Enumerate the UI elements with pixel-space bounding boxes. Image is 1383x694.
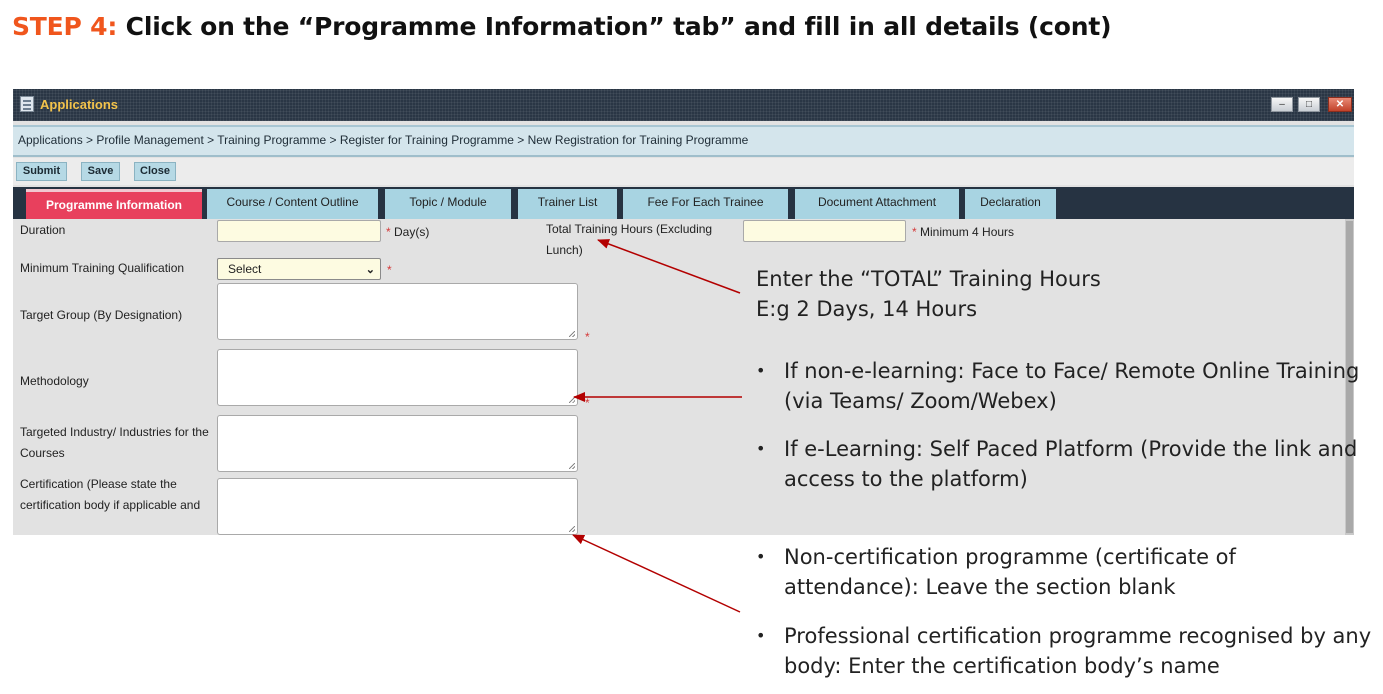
submit-button[interactable]: Submit: [16, 162, 67, 181]
target-group-textarea[interactable]: [217, 283, 578, 340]
certification-bullet: • Non-certification programme (certificate of attendance): Leave the section blank: [756, 545, 1236, 599]
maximize-button[interactable]: □: [1298, 97, 1320, 112]
methodology-bullet: • If e-Learning: Self Paced Platform (Provide the link and access to the platform): [756, 437, 1358, 491]
tab-fee-for-each-trainee[interactable]: Fee For Each Trainee: [623, 189, 788, 219]
methodology-bullet: • If non-e-learning: Face to Face/ Remote Online Training (via Teams/ Zoom/Webex): [756, 359, 1360, 413]
close-button[interactable]: Close: [134, 162, 176, 181]
min-qualification-label: Minimum Training Qualification: [20, 261, 185, 275]
hours-annotation-line2: E:g 2 Days, 14 Hours: [756, 297, 978, 321]
tab-programme-information[interactable]: Programme Information: [26, 189, 202, 219]
required-marker: *: [387, 263, 392, 277]
duration-input[interactable]: [217, 220, 381, 242]
methodology-textarea[interactable]: [217, 349, 578, 406]
tab-trainer-list[interactable]: Trainer List: [518, 189, 617, 219]
min-qualification-select[interactable]: Select ⌄: [217, 258, 381, 280]
industries-label: Targeted Industry/ Industries for the Courses: [20, 425, 209, 460]
toolbar: [13, 158, 1354, 185]
tab-document-attachment[interactable]: Document Attachment: [795, 189, 959, 219]
certification-label: Certification (Please state the certification body if applicable and: [20, 477, 201, 512]
window-titlebar: [13, 89, 1354, 121]
total-hours-label: Total Training Hours (Excluding Lunch): [546, 222, 713, 257]
certification-arrow: [573, 535, 740, 612]
tab-course-content-outline[interactable]: Course / Content Outline: [207, 189, 378, 219]
total-hours-input[interactable]: [743, 220, 906, 242]
industries-textarea[interactable]: [217, 415, 578, 472]
certification-bullet: • Professional certification programme recognised by any body: Enter the certification body’s name: [756, 624, 1372, 678]
required-marker: *: [585, 330, 590, 344]
required-marker: *: [585, 396, 590, 410]
step-instruction: Click on the “Programme Information” tab” and fill in all details (cont): [125, 12, 1112, 41]
tab-topic-module[interactable]: Topic / Module: [385, 189, 511, 219]
methodology-label: Methodology: [20, 374, 89, 388]
hours-annotation-line1: Enter the “TOTAL” Training Hours: [756, 267, 1101, 291]
duration-unit: * Day(s): [386, 225, 430, 239]
tab-bar: [13, 187, 1354, 219]
certification-textarea[interactable]: [217, 478, 578, 535]
chevron-down-icon: ⌄: [365, 264, 375, 276]
close-window-button[interactable]: ✕: [1328, 97, 1352, 112]
duration-label: Duration: [20, 223, 66, 237]
save-button[interactable]: Save: [81, 162, 120, 181]
minimize-button[interactable]: –: [1271, 97, 1293, 112]
tab-declaration[interactable]: Declaration: [965, 189, 1056, 219]
target-group-label: Target Group (By Designation): [20, 308, 183, 322]
window-title: Applications: [40, 97, 119, 112]
step-label: STEP 4:: [12, 12, 118, 41]
slide-title: [12, 12, 1111, 41]
breadcrumb: Applications > Profile Management > Training Programme > Register for Training Programme > New Registration for Training Programme: [13, 125, 1354, 157]
total-hours-hint: * Minimum 4 Hours: [912, 225, 1015, 239]
hours-annotation: [756, 264, 1101, 324]
document-icon: [20, 96, 34, 112]
